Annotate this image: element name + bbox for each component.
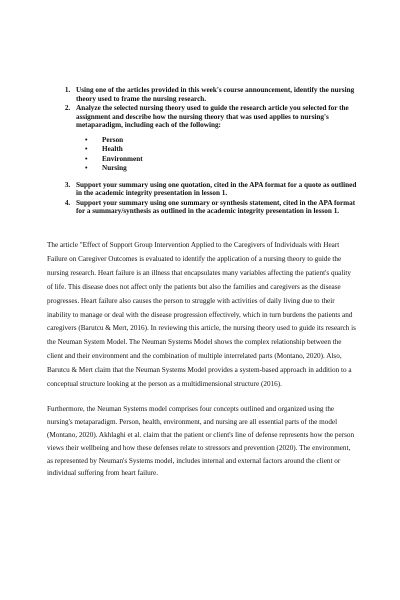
bullet-icon: • — [85, 154, 88, 163]
instruction-text: Using one of the articles provided in this week's course announcement, identify the nursing theory used to frame the nursing research. — [76, 86, 355, 103]
metaparadigm-label: Person — [102, 135, 124, 144]
instruction-item — [72, 181, 364, 198]
metaparadigm-item — [85, 136, 364, 145]
metaparadigm-label: Nursing — [102, 164, 127, 173]
metaparadigm-item — [85, 164, 364, 173]
essay-body — [47, 239, 364, 480]
metaparadigm-list — [76, 136, 364, 174]
bullet-icon: • — [85, 164, 88, 173]
bullet-icon: • — [85, 135, 88, 144]
essay-paragraph: The article "Effect of Support Group Intervention Applied to the Caregivers of Individuals with Heart Failure on Caregiver Outcomes is evaluated to identify the application of a nursing theory to guide the nursing research. Heart failure is an illness that encapsulates many variables affecting the patient's quality of life. This disease does not affect only the patients but also the families and caregivers as the disease progresses. Heart failure also causes the person to struggle with activities of daily living due to their inability to manage or deal with the disease progression effectively, which in turn burdens the patients and caregivers (Barutcu & Mert, 2016). In reviewing this article, the nursing theory used to guide its research is the Neuman System Model. The Neuman Systems Model shows the complex relationship between the client and their environment and the combination of multiple interrelated parts (Montano, 2020). Also, Barutcu & Mert claim that the Neuman Systems Model provides a system-based approach in addition to a conceptual structure looking at the person as a multidimensional structure (2016). — [47, 240, 356, 389]
instruction-text: Support your summary using one summary or synthesis statement, cited in the APA format for a summary/synthesis as outlined in the academic integrity presentation in lesson 1. — [76, 198, 356, 216]
instruction-item — [72, 199, 364, 216]
assignment-instructions — [47, 86, 364, 216]
instruction-item — [72, 104, 364, 173]
essay-paragraph: Furthermore, the Neuman Systems model comprises four concepts outlined and organized using the nursing's metaparadigm. Person, health, environment, and nursing are all essential parts of the model (Montano, 2020). Akhlaghi et al. claim that the patient or client's line of defense represents how the person views their wellbeing and how these defenses relate to stressors and prevention (2020). The environment, as represented by Neuman's Systems model, includes internal and external factors around the client or individual suffering from heart failure. — [47, 404, 355, 478]
instruction-text: Support your summary using one quotation, cited in the APA format for a quote as outlined in the academic integrity presentation in lesson 1. — [76, 180, 357, 198]
metaparadigm-label: Health — [102, 145, 123, 154]
metaparadigm-item — [85, 145, 364, 154]
metaparadigm-item — [85, 155, 364, 164]
instruction-item — [72, 86, 364, 103]
instruction-text: Analyze the selected nursing theory used to guide the research article you selected for the assignment and describe how the nursing theory that was used applies to nursing's metaparadigm, including each of the following: — [76, 104, 349, 130]
bullet-icon: • — [85, 145, 88, 154]
metaparadigm-label: Environment — [102, 154, 143, 163]
